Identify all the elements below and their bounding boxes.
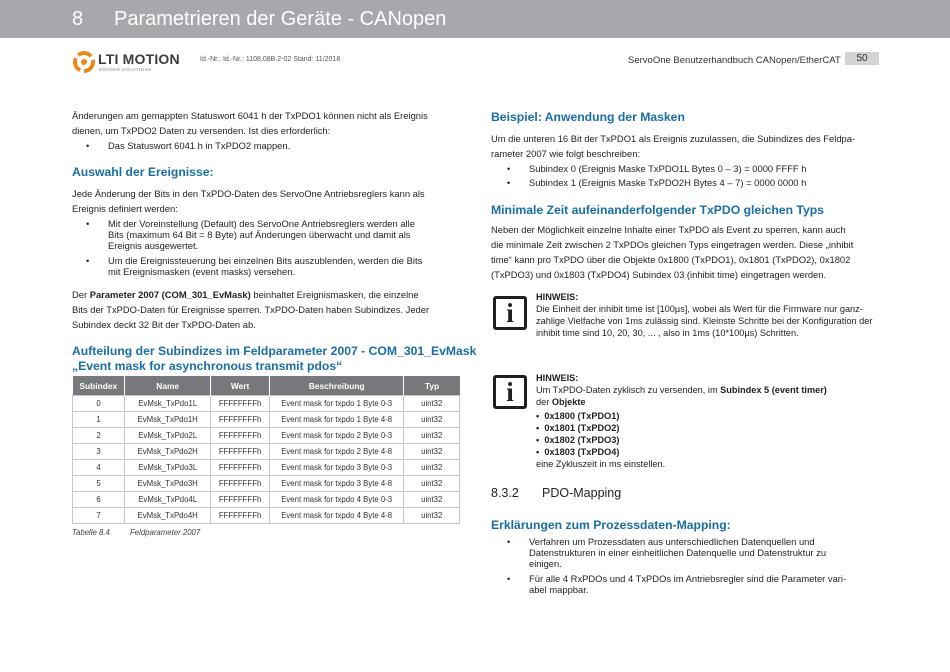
heading-table-1: Aufteilung der Subindizes im Feldparameter 2007 - COM_301_EvMask (72, 344, 477, 358)
list-item: • 0x1802 (TxPDO3) (536, 435, 620, 445)
subindex-table (72, 376, 460, 524)
note-2-title: HINWEIS: (536, 373, 579, 383)
col-type: Typ (404, 376, 460, 396)
table-row (73, 508, 460, 524)
table-row (73, 428, 460, 444)
table-caption (72, 528, 201, 537)
cell: uint32 (404, 476, 460, 492)
cell: FFFFFFFFh (211, 444, 270, 460)
table-header-row (73, 376, 460, 396)
brand-logo (73, 49, 193, 75)
cell: FFFFFFFFh (211, 412, 270, 428)
cell: Event mask for txpdo 2 Byte 0-3 (269, 428, 404, 444)
intro-line-2: dienen, um TxPDO2 Daten zu versenden. Ist dies erforderlich: (72, 125, 331, 136)
table-row (73, 476, 460, 492)
cell: EvMsk_TxPdo1H (125, 412, 211, 428)
example-line-2: rameter 2007 wie folgt beschreiben: (491, 148, 641, 159)
param-line-3: Subindex deckt 32 Bit der TxPDO-Daten ab. (72, 319, 256, 330)
cell: FFFFFFFFh (211, 396, 270, 412)
example-line-1: Um die unteren 16 Bit der TxPDO1 als Ereignis zuzulassen, die Subindizes des Feldpa- (491, 133, 856, 144)
cell: FFFFFFFFh (211, 460, 270, 476)
cell: 7 (73, 508, 125, 524)
chapter-number: 8 (72, 8, 84, 30)
col-subindex: Subindex (73, 376, 125, 396)
note-1-line-1: Die Einheit der inhibit time ist [100µs], wobei als Wert für die Firmware nur ganz- (536, 304, 863, 314)
info-icon: i (493, 375, 527, 409)
cell: 6 (73, 492, 125, 508)
min-line-4: (TxPDO3) und 0x1803 (TxPDO4) Subindex 03 (inhibit time) eingetragen werden. (491, 269, 827, 280)
cell: Event mask for txpdo 4 Byte 4-8 (269, 508, 404, 524)
events-bullet-1: • Mit der Voreinstellung (Default) des ServoOne Antriebsreglers werden alle Bits (maximum 64 Bit = 8 Byte) auf Änderungen überwacht und damit als Ereignis ausgewertet. (86, 218, 415, 251)
caption-text: Feldparameter 2007 (130, 528, 201, 537)
note-1-title: HINWEIS: (536, 292, 579, 302)
cell: EvMsk_TxPdo4L (125, 492, 211, 508)
table-row (73, 492, 460, 508)
cell: Event mask for txpdo 1 Byte 4-8 (269, 412, 404, 428)
cell: EvMsk_TxPdo4H (125, 508, 211, 524)
list-item: • 0x1800 (TxPDO1) (536, 411, 620, 421)
cell: Event mask for txpdo 3 Byte 0-3 (269, 460, 404, 476)
list-item: • 0x1801 (TxPDO2) (536, 423, 620, 433)
chapter-header-band (0, 0, 950, 38)
cell: 5 (73, 476, 125, 492)
caption-number: Tabelle 8.4 (72, 528, 110, 537)
min-line-3: time“ kann pro TxPDO über die Objekte 0x1800 (TxPDO1), 0x1801 (TxPDO2), 0x1802 (491, 254, 851, 265)
heading-event-selection: Auswahl der Ereignisse: (72, 165, 214, 179)
col-description: Beschreibung (269, 376, 404, 396)
explanation-bullet-2: • Für alle 4 RxPDOs und 4 TxPDOs im Antriebsregler sind die Parameter vari- abel mappbar. (507, 573, 847, 595)
note-2-end: eine Zykluszeit in ms einstellen. (536, 459, 666, 469)
param-line-1: Der Parameter 2007 (COM_301_EvMask) beinhaltet Ereignismasken, die einzelne (72, 289, 419, 300)
logo-mark-icon (73, 51, 95, 73)
intro-line-1: Änderungen am gemappten Statuswort 6041 h der TxPDO1 können nicht als Ereignis (72, 110, 428, 121)
cell: uint32 (404, 396, 460, 412)
col-name: Name (125, 376, 211, 396)
table-row (73, 460, 460, 476)
cell: FFFFFFFFh (211, 508, 270, 524)
section-title: PDO-Mapping (542, 486, 622, 500)
note-1 (536, 291, 881, 339)
cell: 0 (73, 396, 125, 412)
page-number: 50 (845, 52, 879, 65)
cell: uint32 (404, 428, 460, 444)
cell: uint32 (404, 444, 460, 460)
cell: 4 (73, 460, 125, 476)
col-value: Wert (211, 376, 270, 396)
note-2 (536, 372, 881, 470)
chapter-title: Parametrieren der Geräte - CANopen (114, 8, 447, 30)
cell: 2 (73, 428, 125, 444)
min-line-1: Neben der Möglichkeit einzelne Inhalte einer TxPDO als Event zu sperren, kann auch (491, 224, 846, 235)
cell: uint32 (404, 508, 460, 524)
cell: Event mask for txpdo 3 Byte 4-8 (269, 476, 404, 492)
logo-subtext: KÖRBER SOLUTIONS (99, 67, 152, 72)
heading-min-time: Minimale Zeit aufeinanderfolgender TxPDO gleichen Typs (491, 203, 824, 217)
cell: 1 (73, 412, 125, 428)
document-id: Id.-Nr.: Id.-Nr.: 1108.08B.2-02 Stand: 11/2018 (200, 56, 341, 63)
cell: EvMsk_TxPdo3H (125, 476, 211, 492)
section-number: 8.3.2 (491, 486, 519, 500)
cell: EvMsk_TxPdo2L (125, 428, 211, 444)
min-line-2: die minimale Zeit zwischen 2 TxPDOs gleichen Typs eingetragen werden. Diese „inhibit (491, 239, 854, 250)
heading-explanations: Erklärungen zum Prozessdaten-Mapping: (491, 518, 731, 532)
note-1-line-2: zahlige Vielfache von 1ms zulässig sind. Kleinste Schritte bei der Konfiguration der (536, 316, 873, 326)
cell: Event mask for txpdo 1 Byte 0-3 (269, 396, 404, 412)
cell: EvMsk_TxPdo3L (125, 460, 211, 476)
heading-table-2: „Event mask for asynchronous transmit pdos“ (72, 359, 343, 373)
table-row (73, 396, 460, 412)
cell: FFFFFFFFh (211, 492, 270, 508)
list-item: • 0x1803 (TxPDO4) (536, 447, 620, 457)
events-bullet-2: • Um die Ereignissteuerung bei einzelnen Bits auszublenden, werden die Bits mit Ereignismasken (event masks) versehen. (86, 255, 423, 277)
cell: EvMsk_TxPdo1L (125, 396, 211, 412)
cell: FFFFFFFFh (211, 428, 270, 444)
events-line-1: Jede Änderung der Bits in den TxPDO-Daten des ServoOne Antriebsreglers kann als (72, 188, 425, 199)
events-line-2: Ereignis definiert werden: (72, 203, 178, 214)
note-2-line-1: Um TxPDO-Daten zyklisch zu versenden, im Subindex 5 (event timer) (536, 385, 827, 395)
note-1-line-3: inhibit time sind 10, 20, 30, ... , also in 1ms (10*100µs) Schritten. (536, 328, 799, 338)
explanation-bullet-1: • Verfahren um Prozessdaten aus unterschiedlichen Datenquellen und Datenstrukturen in einer einheitlichen Datenquelle und Datenstruktur zu einigen. (507, 536, 827, 569)
table-row (73, 444, 460, 460)
cell: uint32 (404, 492, 460, 508)
param-line-2: Bits der TxPDO-Daten für Ereignisse sperren. TxPDO-Daten haben Subindizes. Jeder (72, 304, 430, 315)
cell: Event mask for txpdo 4 Byte 0-3 (269, 492, 404, 508)
heading-example: Beispiel: Anwendung der Masken (491, 110, 685, 124)
table-row (73, 412, 460, 428)
cell: EvMsk_TxPdo2H (125, 444, 211, 460)
logo-text: LTI MOTION (98, 51, 180, 67)
note-2-line-2: der Objekte (536, 397, 586, 407)
info-icon: i (493, 296, 527, 330)
manual-title: ServoOne Benutzerhandbuch CANopen/EtherCAT (628, 55, 841, 66)
cell: uint32 (404, 412, 460, 428)
cell: uint32 (404, 460, 460, 476)
cell: Event mask for txpdo 2 Byte 4-8 (269, 444, 404, 460)
cell: 3 (73, 444, 125, 460)
cell: FFFFFFFFh (211, 476, 270, 492)
